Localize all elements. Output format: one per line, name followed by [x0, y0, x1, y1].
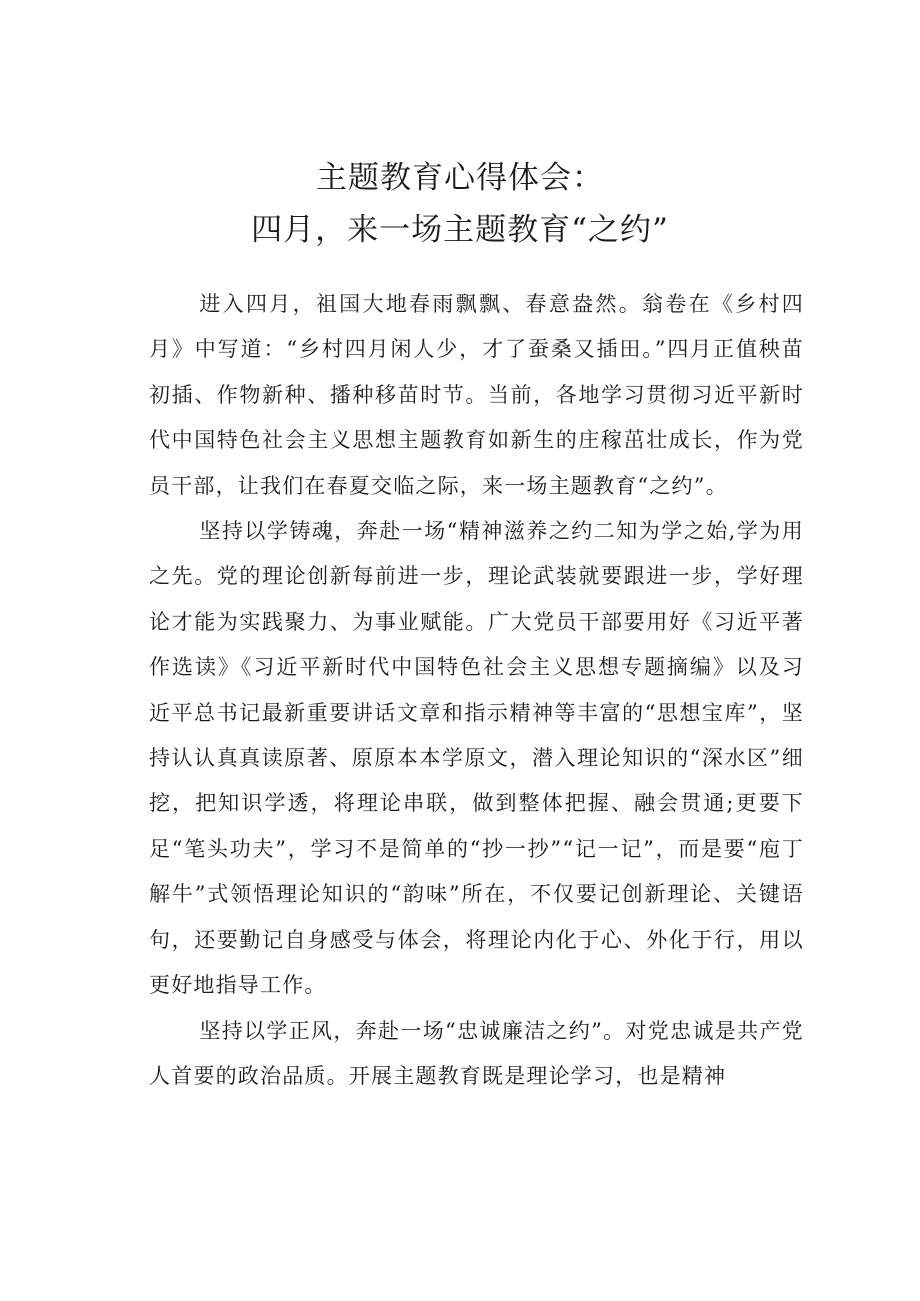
paragraph-study-style: 坚持以学正风，奔赴一场“忠诚廉洁之约”。对党忠诚是共产党人首要的政治品质。开展主题教育既是理论学习，也是精神: [149, 1018, 804, 1088]
paragraph-study-soul: 坚持以学铸魂，奔赴一场“精神滋养之约二知为学之始,学为用之先。党的理论创新每前进一步，理论武装就要跟进一步，学好理论才能为实践聚力、为事业赋能。广大党员干部要用好《习近平著作选读》《习近平新时代中国特色社会主义思想专题摘编》以及习近平总书记最新重要讲话文章和指示精神等丰富的“思想宝库”，坚持认认真真读原著、原原本本学原文，潜入理论知识的“深水区”细挖，把知识学透，将理论串联，做到整体把握、融会贯通;更要下足“笔头功夫”，学习不是简单的“抄一抄”“记一记”，而是要“庖丁解牛”式领悟理论知识的“韵味”所在，不仅要记创新理论、关键语句，还要勤记自身感受与体会，将理论内化于心、外化于行，用以更好地指导工作。: [149, 519, 804, 998]
paragraph-intro: 进入四月，祖国大地春雨飘飘、春意盎然。翁卷在《乡村四月》中写道：“乡村四月闲人少，才了蚕桑又插田。”四月正值秧苗初插、作物新种、播种移苗时节。当前，各地学习贯彻习近平新时代中国特色社会主义思想主题教育如新生的庄稼茁壮成长，作为党员干部，让我们在春夏交临之际，来一场主题教育“之约”。: [149, 292, 804, 498]
document-title: [100, 152, 820, 256]
title-line-2: 四月，来一场主题教育“之约”: [251, 212, 669, 248]
title-line-1: 主题教育心得体会：: [316, 160, 604, 196]
document-body: [149, 282, 804, 1099]
